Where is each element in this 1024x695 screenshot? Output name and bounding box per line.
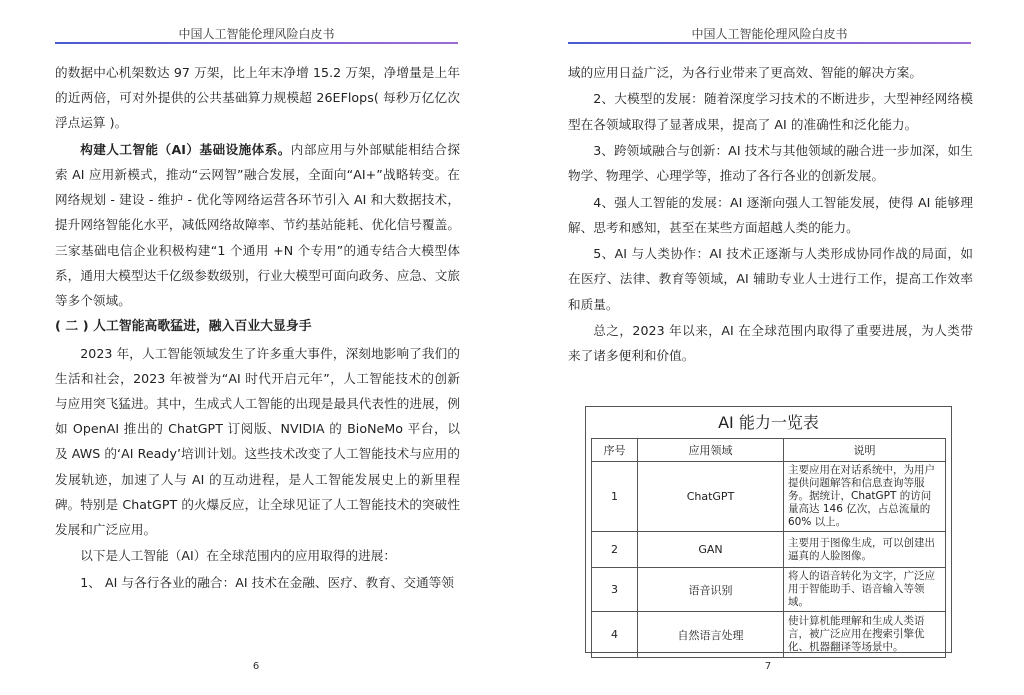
paragraph-text: 内部应用与外部赋能相结合探索 AI 应用新模式，推动“云网智”融合发展，全面向“AI+”战略转变。在网络规划 - 建设 - 维护 - 优化等网络运营各环节引入 AI 和大数据技术，提升网络智能化水平，减低网络故障率、节约基站能耗、优化信号覆盖。三家基础电信企业积极构建“1 个通用 +N 个专用”的通专结合大模型体系，通用大模型达千亿级参数级别，行业大模型可面向政务、应急、文旅等多个领域。 xyxy=(55,141,460,309)
left-page-body xyxy=(55,60,460,596)
ai-capability-table xyxy=(585,406,952,653)
paragraph: 总之，2023 年以来，AI 在全球范围内取得了重要进展，为人类带来了诸多便利和价值。 xyxy=(568,322,973,364)
paragraph: 域的应用日益广泛，为各行业带来了更高效、智能的解决方案。 xyxy=(568,65,923,80)
list-item: 4、强人工智能的发展：AI 逐渐向强人工智能发展，使得 AI 能够理解、思考和感知，甚至在某些方面超越人类的能力。 xyxy=(568,194,973,235)
list-item: 5、AI 与人类协作：AI 技术正逐渐与人类形成协同作战的局面，如在医疗、法律、教育等领域，AI 辅助专业人士进行工作，提高工作效率和质量。 xyxy=(568,246,973,312)
bold-lead: 构建人工智能（AI）基础设施体系。 xyxy=(80,141,291,157)
table-cell: ChatGPT xyxy=(638,462,784,532)
paragraph: 以下是人工智能（AI）在全球范围内的应用取得的进展： xyxy=(80,548,397,564)
table-row xyxy=(592,568,946,612)
table-cell: 4 xyxy=(592,612,638,658)
right-page xyxy=(512,0,1024,695)
list-item: 3、跨领域融合与创新：AI 技术与其他领域的融合进一步加深，如生物学、物理学、心理学等，推动了各行各业的创新发展。 xyxy=(568,142,973,184)
right-page-body xyxy=(568,60,973,370)
header-rule xyxy=(568,42,971,44)
table xyxy=(591,438,946,658)
table-row xyxy=(592,612,946,658)
table-title: AI 能力一览表 xyxy=(718,413,819,432)
table-cell: 主要用于图像生成，可以创建出逼真的人脸图像。 xyxy=(784,532,946,568)
page-number: 7 xyxy=(764,661,772,672)
page-header: 中国人工智能伦理风险白皮书 xyxy=(691,27,848,41)
table-cell: 1 xyxy=(592,462,638,532)
page-number: 6 xyxy=(252,661,260,672)
paragraph: 2023 年，人工智能领域发生了许多重大事件，深刻地影响了我们的生活和社会，2023 年被誉为“AI 时代开启元年”，人工智能技术的创新与应用突飞猛进。其中，生成式人工智能的出现是最具代表性的进展，例如 OpenAI 推出的 ChatGPT 订阅版、NVIDIA 的 BioNeMo 平台，以及 AWS 的‘AI Ready’培训计划。这些技术改变了人工智能技术与应用的发展轨迹，加速了人与 AI 的互动进程，是人工智能发展史上的新里程碑。特别是 ChatGPT 的火爆反应，让全球见证了人工智能技术的突破性发展和广泛应用。 xyxy=(55,345,460,538)
table-cell: 自然语言处理 xyxy=(638,612,784,658)
table-cell: 使计算机能理解和生成人类语言，被广泛应用在搜索引擎优化、机器翻译等场景中。 xyxy=(784,612,946,658)
table-cell: 主要应用在对话系统中，为用户提供问题解答和信息查询等服务。据统计，ChatGPT 的访问量高达 146 亿次，占总流量的 60% 以上。 xyxy=(784,462,946,532)
table-cell: 将人的语音转化为文字，广泛应用于智能助手、语音输入等领域。 xyxy=(784,568,946,612)
list-item: 2、大模型的发展：随着深度学习技术的不断进步，大型神经网络模型在各领域取得了显著成果，提高了 AI 的准确性和泛化能力。 xyxy=(568,91,973,132)
table-cell: 2 xyxy=(592,532,638,568)
column-header: 应用领域 xyxy=(638,439,784,462)
section-heading: ( 二 ) 人工智能高歌猛进，融入百业大显身手 xyxy=(55,319,312,335)
header-rule xyxy=(55,42,458,44)
table-row xyxy=(592,532,946,568)
table-cell: 3 xyxy=(592,568,638,612)
page-header: 中国人工智能伦理风险白皮书 xyxy=(178,27,335,41)
table-header-row xyxy=(592,439,946,462)
column-header: 说明 xyxy=(784,439,946,462)
list-item: 1、 AI 与各行各业的融合：AI 技术在金融、医疗、教育、交通等领 xyxy=(80,574,455,590)
paragraph xyxy=(55,137,460,313)
table-row xyxy=(592,462,946,532)
table-cell: 语音识别 xyxy=(638,568,784,612)
column-header: 序号 xyxy=(592,439,638,462)
table-cell: GAN xyxy=(638,532,784,568)
paragraph: 的数据中心机架数达 97 万架，比上年末净增 15.2 万架，净增量是上年的近两倍，可对外提供的公共基础算力规模超 26EFlops( 每秒万亿亿次浮点运算 )。 xyxy=(55,65,460,131)
